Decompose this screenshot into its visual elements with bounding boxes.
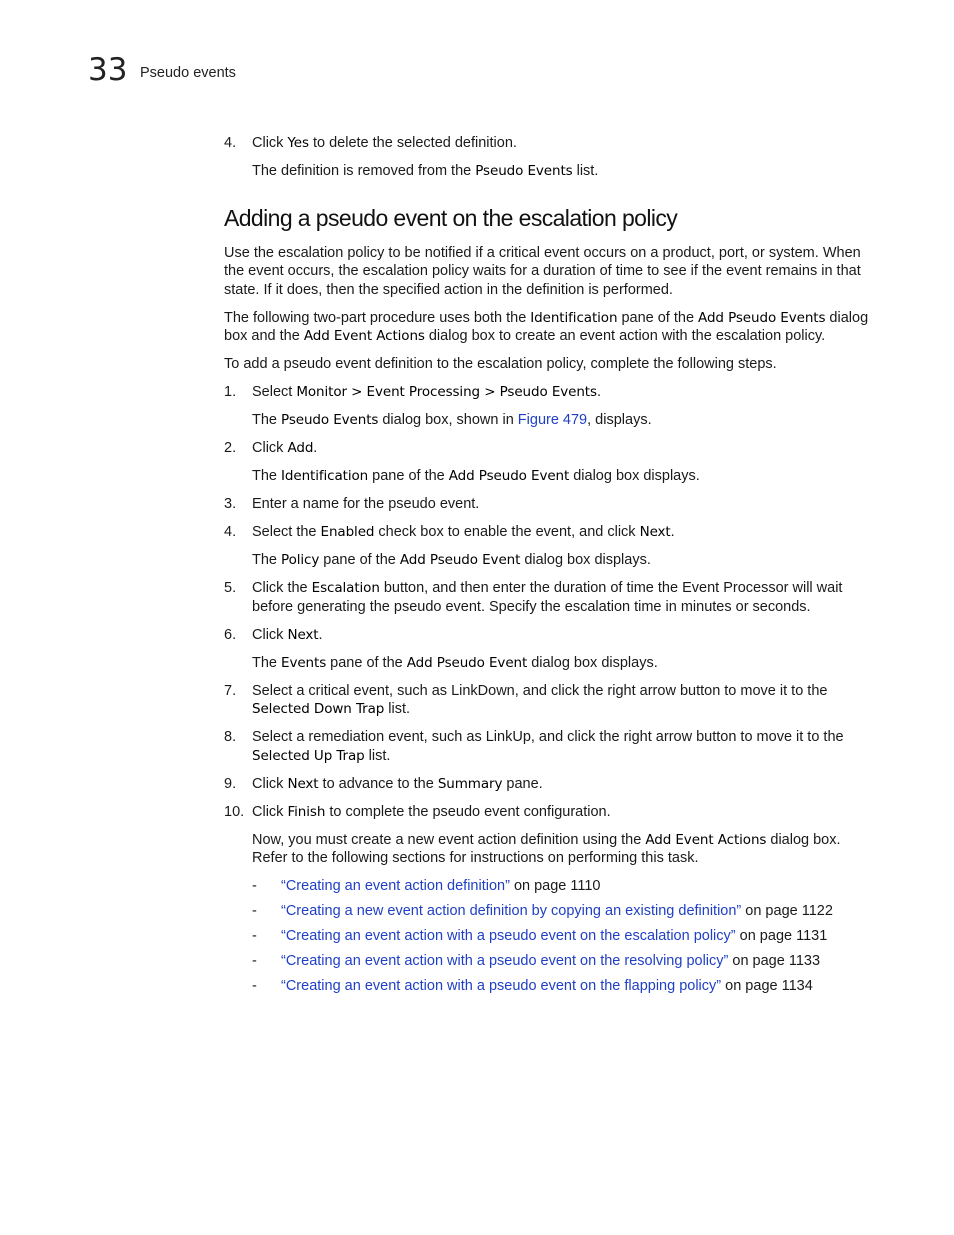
- step-10: [224, 803, 870, 822]
- section-link[interactable]: “Creating an event action with a pseudo event on the resolving policy”: [281, 953, 729, 969]
- step-3: [224, 495, 870, 514]
- section-link[interactable]: “Creating an event action definition”: [281, 878, 510, 894]
- step-4: [224, 523, 870, 542]
- step-text: Click Next.: [252, 626, 323, 643]
- step-number: 4.: [224, 135, 237, 151]
- step-number: 5.: [224, 580, 237, 596]
- step-text: Click the Escalation button, and then enter the duration of time the Event Processor will wait before generating the pseudo event. Specify the escalation time in minutes or seconds.: [252, 580, 843, 615]
- chapter-title: Pseudo events: [140, 65, 236, 81]
- step-result: Now, you must create a new event action definition using the Add Event Actions dialog box. Refer to the following sections for instructions on performing this task.: [252, 831, 841, 866]
- list-item: - “Creating an event action with a pseudo event on the flapping policy” on page 1134: [252, 978, 813, 994]
- step-number: 9.: [224, 775, 237, 792]
- figure-link[interactable]: Figure 479: [517, 412, 588, 428]
- section-heading: Adding a pseudo event on the escalation policy: [224, 204, 678, 231]
- procedure-paragraph: The following two-part procedure uses both the Identification pane of the Add Pseudo Events dialog box and the Add Event Actions dialog box to create an event action with the escalation policy.: [224, 309, 869, 344]
- step-1: [224, 383, 870, 402]
- list-item: - “Creating an event action with a pseudo event on the resolving policy” on page 1133: [252, 953, 821, 969]
- step-text: Click Add.: [252, 440, 318, 456]
- step-number: 1.: [224, 384, 237, 400]
- step-text: Click Finish to complete the pseudo event configuration.: [252, 803, 611, 820]
- list-item: - “Creating an event action definition” on page 1110: [252, 878, 601, 894]
- list-item: - “Creating an event action with a pseudo event on the escalation policy” on page 1131: [252, 928, 828, 944]
- page-content: [224, 134, 870, 996]
- step-number: 3.: [224, 496, 237, 512]
- step-text: Select a remediation event, such as LinkUp, and click the right arrow button to move it to the Selected Up Trap list.: [252, 729, 844, 764]
- step-number: 10.: [224, 803, 245, 820]
- section-link[interactable]: “Creating an event action with a pseudo event on the escalation policy”: [281, 928, 736, 944]
- step-text: Enter a name for the pseudo event.: [252, 496, 480, 512]
- step-result: The Identification pane of the Add Pseudo Event dialog box displays.: [252, 468, 700, 484]
- section-link[interactable]: “Creating an event action with a pseudo event on the flapping policy”: [281, 978, 722, 994]
- step-result: The Events pane of the Add Pseudo Event dialog box displays.: [252, 654, 658, 671]
- step-number: 4.: [224, 524, 237, 540]
- step-number: 7.: [224, 682, 237, 699]
- section-link[interactable]: “Creating a new event action definition by copying an existing definition”: [281, 903, 742, 919]
- steps-intro: To add a pseudo event definition to the escalation policy, complete the following steps.: [224, 356, 777, 372]
- step-8: [224, 728, 870, 765]
- step-text: Select the Enabled check box to enable the event, and click Next.: [252, 524, 675, 540]
- step-5: [224, 579, 870, 616]
- step-result: The Policy pane of the Add Pseudo Event dialog box displays.: [252, 552, 651, 568]
- step-text: Select Monitor > Event Processing > Pseudo Events.: [252, 384, 601, 400]
- step-2: [224, 439, 870, 458]
- step-text: Click Next to advance to the Summary pane.: [252, 775, 543, 792]
- step-4-delete: [224, 134, 870, 153]
- step-number: 8.: [224, 729, 237, 745]
- step-result: The Pseudo Events dialog box, shown in Figure 479, displays.: [252, 412, 652, 428]
- intro-paragraph: Use the escalation policy to be notified if a critical event occurs on a product, port, or system. When the event occurs, the escalation policy waits for a duration of time to see if the event remains in that state. If it does, then the specified action in the definition is performed.: [224, 244, 861, 298]
- step-result: The definition is removed from the Pseudo Events list.: [252, 163, 599, 179]
- step-6: [224, 626, 870, 645]
- step-number: 2.: [224, 440, 237, 456]
- related-sections-list: [224, 877, 870, 996]
- step-number: 6.: [224, 626, 237, 643]
- chapter-number: 33: [88, 52, 128, 88]
- step-text: Click Yes to delete the selected definition.: [252, 135, 517, 151]
- list-item: - “Creating a new event action definition by copying an existing definition” on page 1122: [252, 903, 833, 919]
- step-text: Select a critical event, such as LinkDown, and click the right arrow button to move it to the Selected Down Trap list.: [252, 682, 828, 717]
- step-9: [224, 775, 870, 794]
- step-7: [224, 682, 870, 719]
